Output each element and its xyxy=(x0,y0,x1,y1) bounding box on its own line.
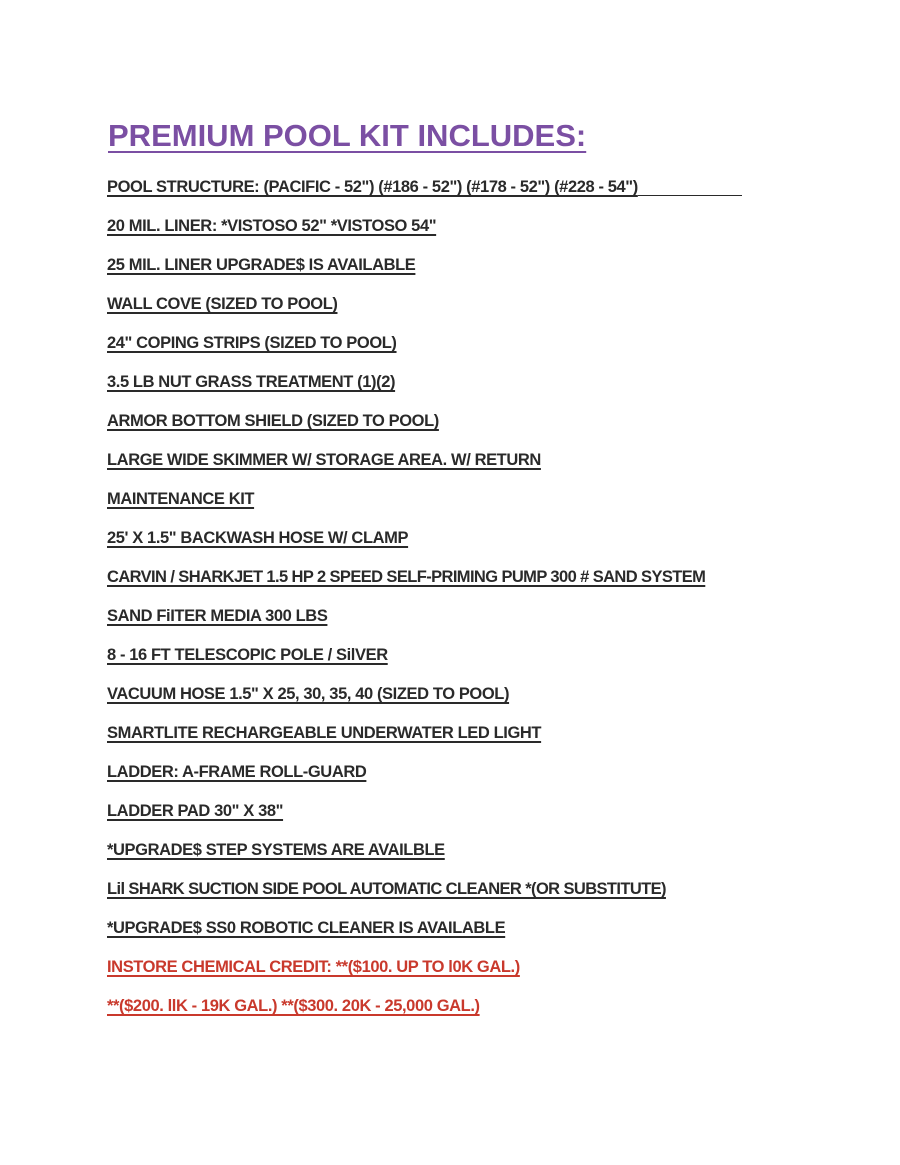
list-item: POOL STRUCTURE: (PACIFIC - 52") (#186 - 52") (#178 - 52") (#228 - 54") xyxy=(107,176,742,215)
list-item: WALL COVE (SIZED TO POOL) xyxy=(107,295,338,313)
list-item: SAND FiITER MEDIA 300 LBS xyxy=(107,607,328,625)
list-item: LADDER PAD 30" X 38" xyxy=(107,802,284,820)
list-item: SMARTLITE RECHARGEABLE UNDERWATER LED LIGHT xyxy=(107,724,542,742)
list-item: LADDER: A-FRAME ROLL-GUARD xyxy=(107,763,367,781)
list-item: 24" COPING STRIPS (SIZED TO POOL) xyxy=(107,334,397,352)
list-item: 8 - 16 FT TELESCOPIC POLE / SilVER xyxy=(107,646,388,664)
list-item: 25 MIL. LINER UPGRADE$ IS AVAILABLE xyxy=(107,256,416,274)
kit-items-list xyxy=(107,176,742,1034)
list-item: Lil SHARK SUCTION SIDE POOL AUTOMATIC CLEANER *(OR SUBSTITUTE) xyxy=(107,880,666,898)
trailing-underline xyxy=(638,176,742,196)
list-item: **($200. llK - 19K GAL.) **($300. 20K - 25,000 GAL.) xyxy=(107,997,480,1015)
list-item: 25' X 1.5" BACKWASH HOSE W/ CLAMP xyxy=(107,529,409,547)
list-item: INSTORE CHEMICAL CREDIT: **($100. UP TO l0K GAL.) xyxy=(107,958,520,976)
list-item: CARVIN / SHARKJET 1.5 HP 2 SPEED SELF-PRIMING PUMP 300 # SAND SYSTEM xyxy=(107,568,706,586)
list-item: MAINTENANCE KIT xyxy=(107,490,255,508)
list-item: ARMOR BOTTOM SHIELD (SIZED TO POOL) xyxy=(107,412,439,430)
list-item: 20 MIL. LINER: *VISTOSO 52" *VISTOSO 54" xyxy=(107,217,437,235)
list-item: 3.5 LB NUT GRASS TREATMENT (1)(2) xyxy=(107,373,396,391)
list-item: *UPGRADE$ SS0 ROBOTIC CLEANER IS AVAILABLE xyxy=(107,919,506,937)
list-item: LARGE WIDE SKIMMER W/ STORAGE AREA. W/ RETURN xyxy=(107,451,541,469)
page-title: PREMIUM POOL KIT INCLUDES: xyxy=(108,118,587,153)
list-item: VACUUM HOSE 1.5" X 25, 30, 35, 40 (SIZED TO POOL) xyxy=(107,685,510,703)
list-item: *UPGRADE$ STEP SYSTEMS ARE AVAILBLE xyxy=(107,841,445,859)
